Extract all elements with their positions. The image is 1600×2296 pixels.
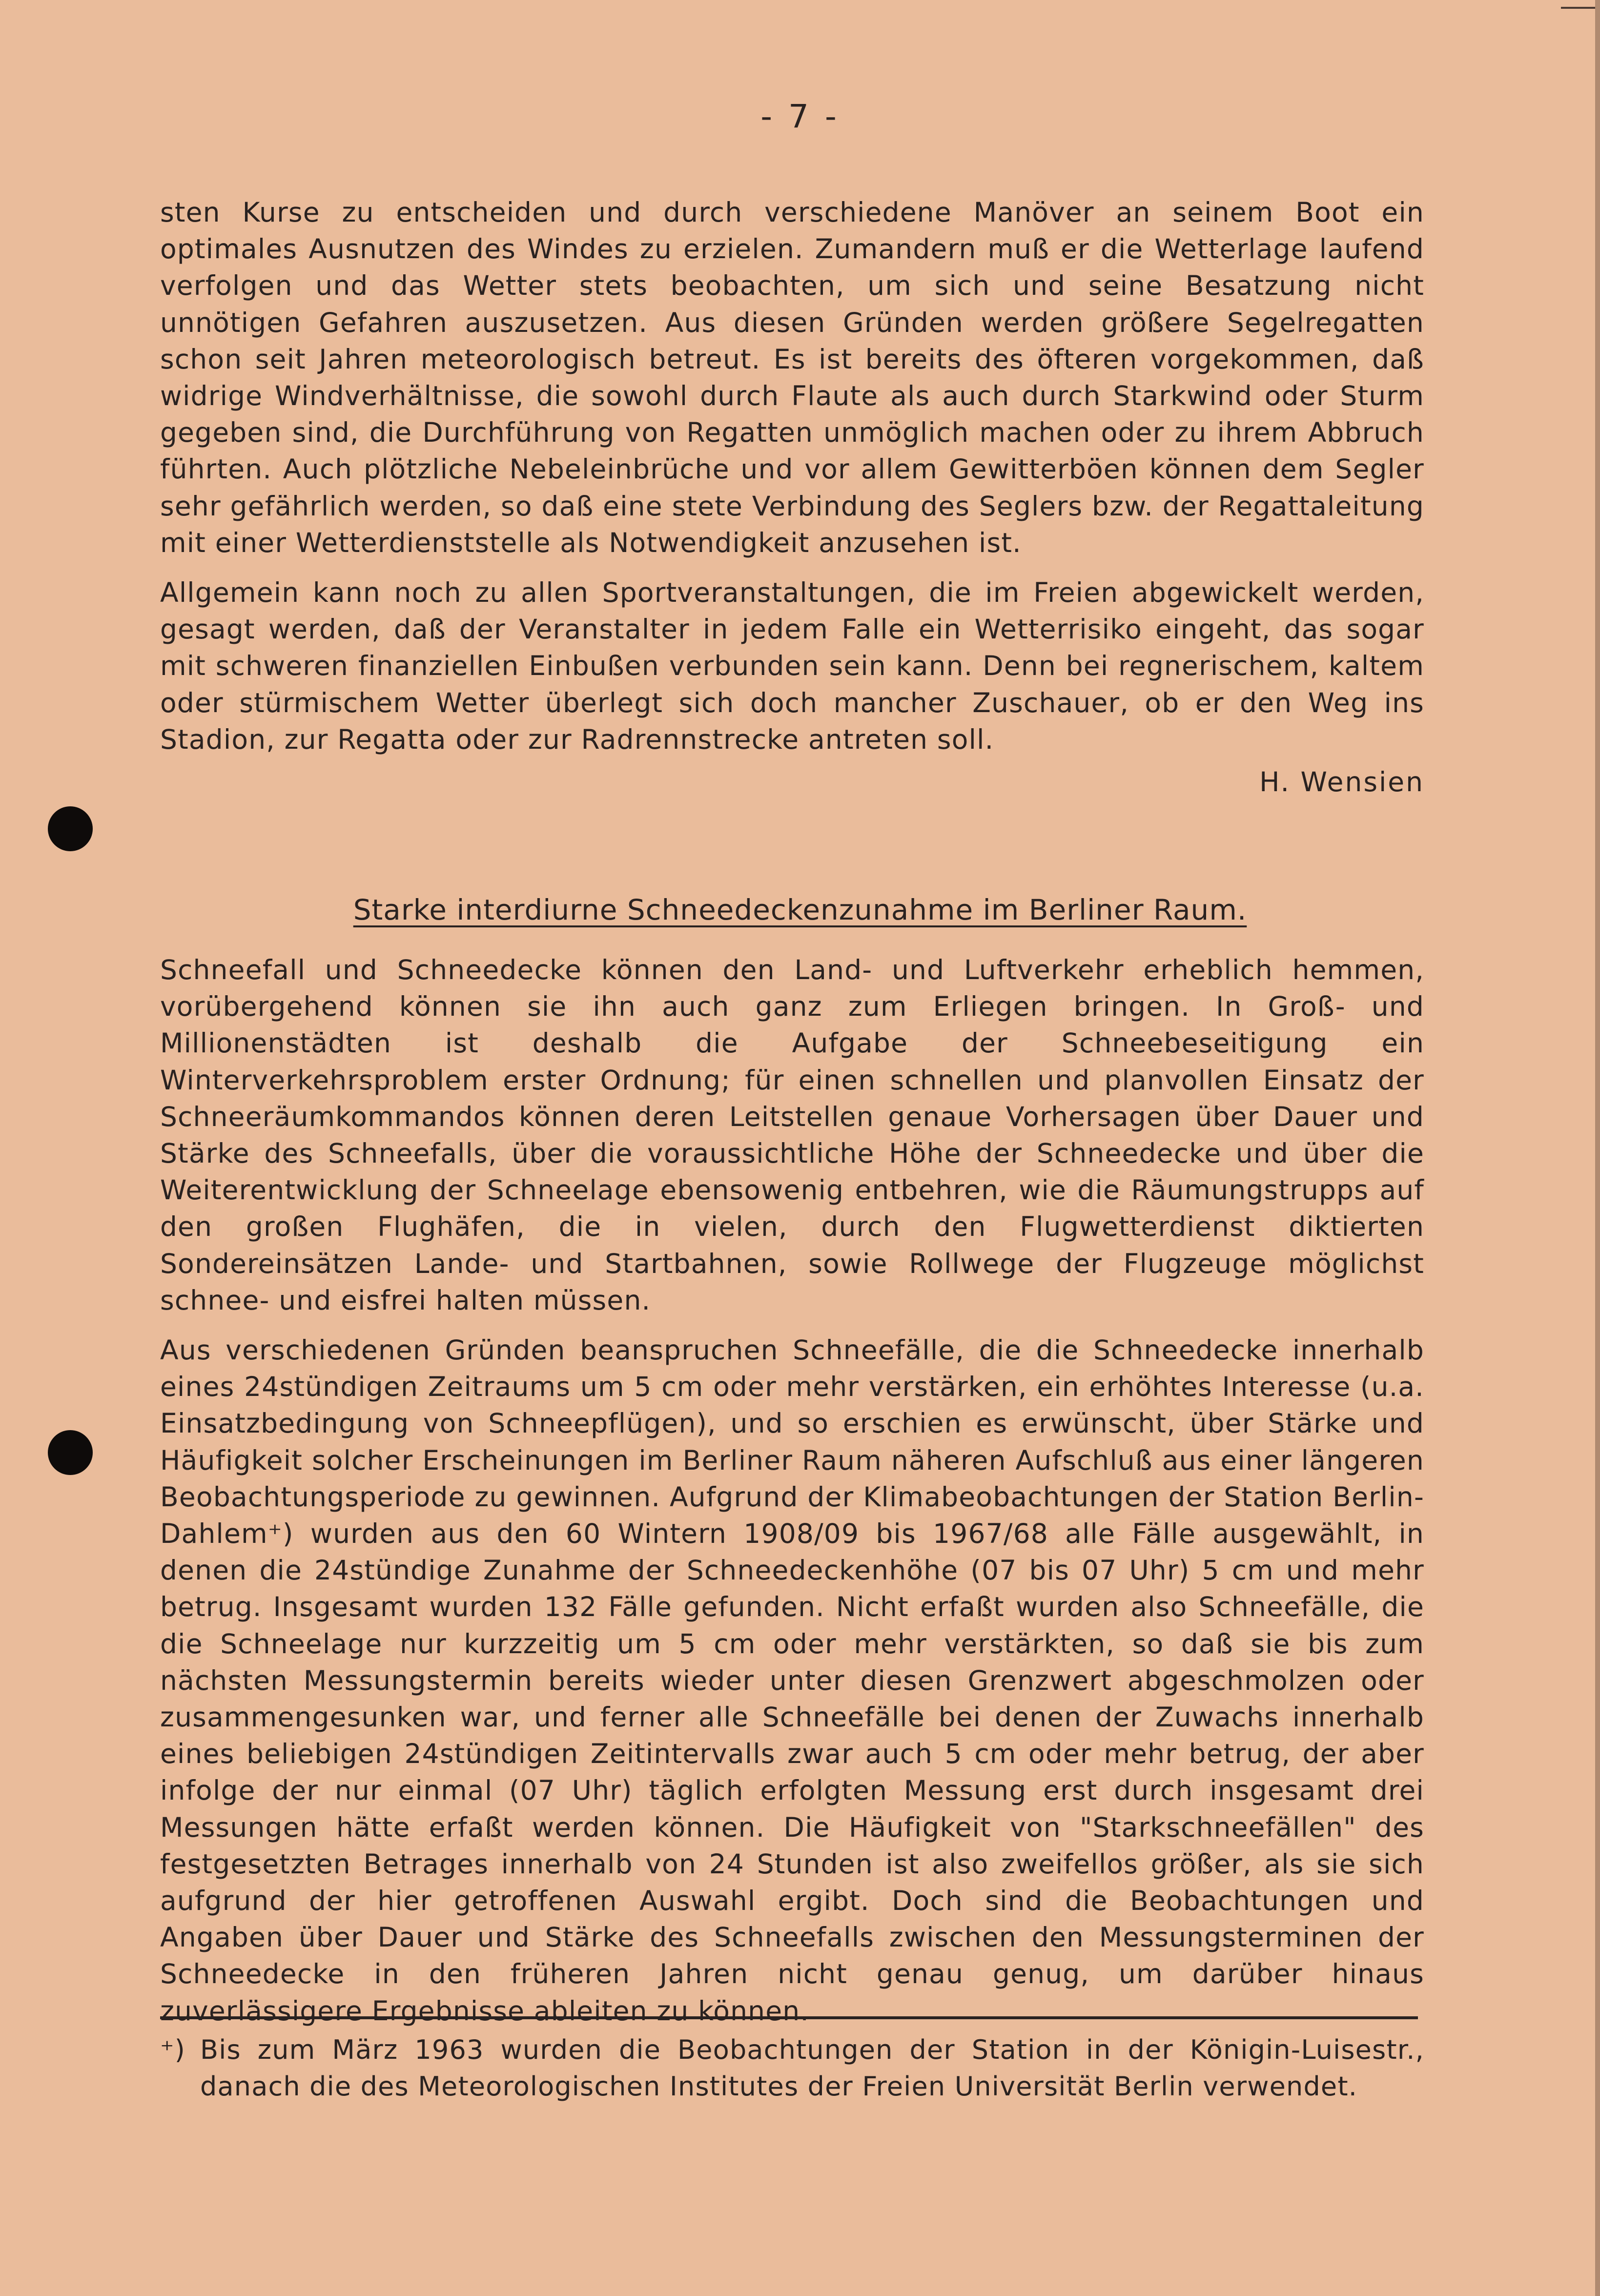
paragraph: Schneefall und Schneedecke können den Land- und Luftverkehr erheblich hemmen, vorübergehend können sie ihn auch ganz zum Erliegen bringen. In Groß- und Millionenstädten ist deshalb die Aufgabe der Schneebeseitigung ein Winterverkehrsproblem erster Ordnung; für einen schnellen und planvollen Einsatz der Schneeräumkommandos können deren Leitstellen genaue Vorhersagen über Dauer und Stärke des Schneefalls, über die voraussichtliche Höhe der Schneedecke und über die Weiterentwicklung der Schneelage ebensowenig entbehren, wie die Räumungstrupps auf den großen Flughäfen, die in vielen, durch den Flugwetterdienst diktierten Sondereinsätzen Lande- und Startbahnen, sowie Rollwege der Flugzeuge möglichst schnee- und eisfrei halten müssen. (160, 954, 1424, 1316)
footnote-marker: ⁺) (160, 2034, 185, 2065)
section-heading (0, 893, 1600, 926)
page-edge (1595, 0, 1600, 2296)
footnote (160, 2031, 1424, 2105)
punch-hole (48, 806, 93, 851)
paragraph: sten Kurse zu entscheiden und durch verschiedene Manöver an seinem Boot ein optimales Ausnutzen des Windes zu erzielen. Zumandern muß er die Wetterlage laufend verfolgen und das Wetter stets beobachten, um sich und seine Besatzung nicht unnötigen Gefahren auszusetzen. Aus diesen Gründen werden größere Segelregatten schon seit Jahren meteorologisch betreut. Es ist bereits des öfteren vorgekommen, daß widrige Windverhältnisse, die sowohl durch Flaute als auch durch Starkwind oder Sturm gegeben sind, die Durchführung von Regatten unmöglich machen oder zu ihrem Abbruch führten. Auch plötzliche Nebeleinbrüche und vor allem Gewitterböen können dem Segler sehr gefährlich werden, so daß eine stete Verbindung des Seglers bzw. der Regattaleitung mit einer Wetterdienststelle als Notwendigkeit anzusehen ist. (160, 197, 1424, 558)
section-text-block (160, 952, 1424, 2030)
page-number: - 7 - (760, 98, 840, 135)
corner-mark (1561, 7, 1595, 9)
section-heading-text: Starke interdiurne Schneedeckenzunahme im Berliner Raum. (353, 893, 1247, 926)
footnote-text: Bis zum März 1963 wurden die Beobachtungen der Station in der Königin-Luisestr., danach die des Meteorologischen Institutes der Freien Universität Berlin verwendet. (200, 2034, 1424, 2102)
intro-text-block (160, 194, 1424, 758)
footnote-separator (160, 2016, 1418, 2019)
author-signature: H. Wensien (1259, 766, 1424, 798)
paragraph: Allgemein kann noch zu allen Sportveranstaltungen, die im Freien abgewickelt werden, gesagt werden, daß der Veranstalter in jedem Falle ein Wetterrisiko eingeht, das sogar mit schweren finanziellen Einbußen verbunden sein kann. Denn bei regnerischem, kaltem oder stürmischem Wetter überlegt sich doch mancher Zuschauer, ob er den Weg ins Stadion, zur Regatta oder zur Radrennstrecke antreten soll. (160, 577, 1424, 755)
punch-hole (48, 1430, 93, 1475)
paragraph: Aus verschiedenen Gründen beanspruchen Schneefälle, die die Schneedecke innerhalb eines 24stündigen Zeitraums um 5 cm oder mehr verstärken, ein erhöhtes Interesse (u.a. Einsatzbedingung von Schneepflügen), und so erschien es erwünscht, über Stärke und Häufigkeit solcher Erscheinungen im Berliner Raum näheren Aufschluß aus einer längeren Beobachtungsperiode zu gewinnen. Aufgrund der Klimabeobachtungen der Station Berlin-Dahlem⁺) wurden aus den 60 Wintern 1908/09 bis 1967/68 alle Fälle ausgewählt, in denen die 24stündige Zunahme der Schneedeckenhöhe (07 bis 07 Uhr) 5 cm und mehr betrug. Insgesamt wurden 132 Fälle gefunden. Nicht erfaßt wurden also Schneefälle, die die Schneelage nur kurzzeitig um 5 cm oder mehr verstärkten, so daß sie bis zum nächsten Messungstermin bereits wieder unter diesen Grenzwert abgeschmolzen oder zusammengesunken war, und ferner alle Schneefälle bei denen der Zuwachs innerhalb eines beliebigen 24stündigen Zeitintervalls zwar auch 5 cm oder mehr betrug, der aber infolge der nur einmal (07 Uhr) täglich erfolgten Messung erst durch insgesamt drei Messungen hätte erfaßt werden können. Die Häufigkeit von "Starkschneefällen" des festgesetzten Betrages innerhalb von 24 Stunden ist also zweifellos größer, als sie sich aufgrund der hier getroffenen Auswahl ergibt. Doch sind die Beobachtungen und Angaben über Dauer und Stärke des Schneefalls zwischen den Messungsterminen der Schneedecke in den früheren Jahren nicht genau genug, um darüber hinaus zuverlässigere Ergebnisse ableiten zu können. (160, 1334, 1424, 2027)
